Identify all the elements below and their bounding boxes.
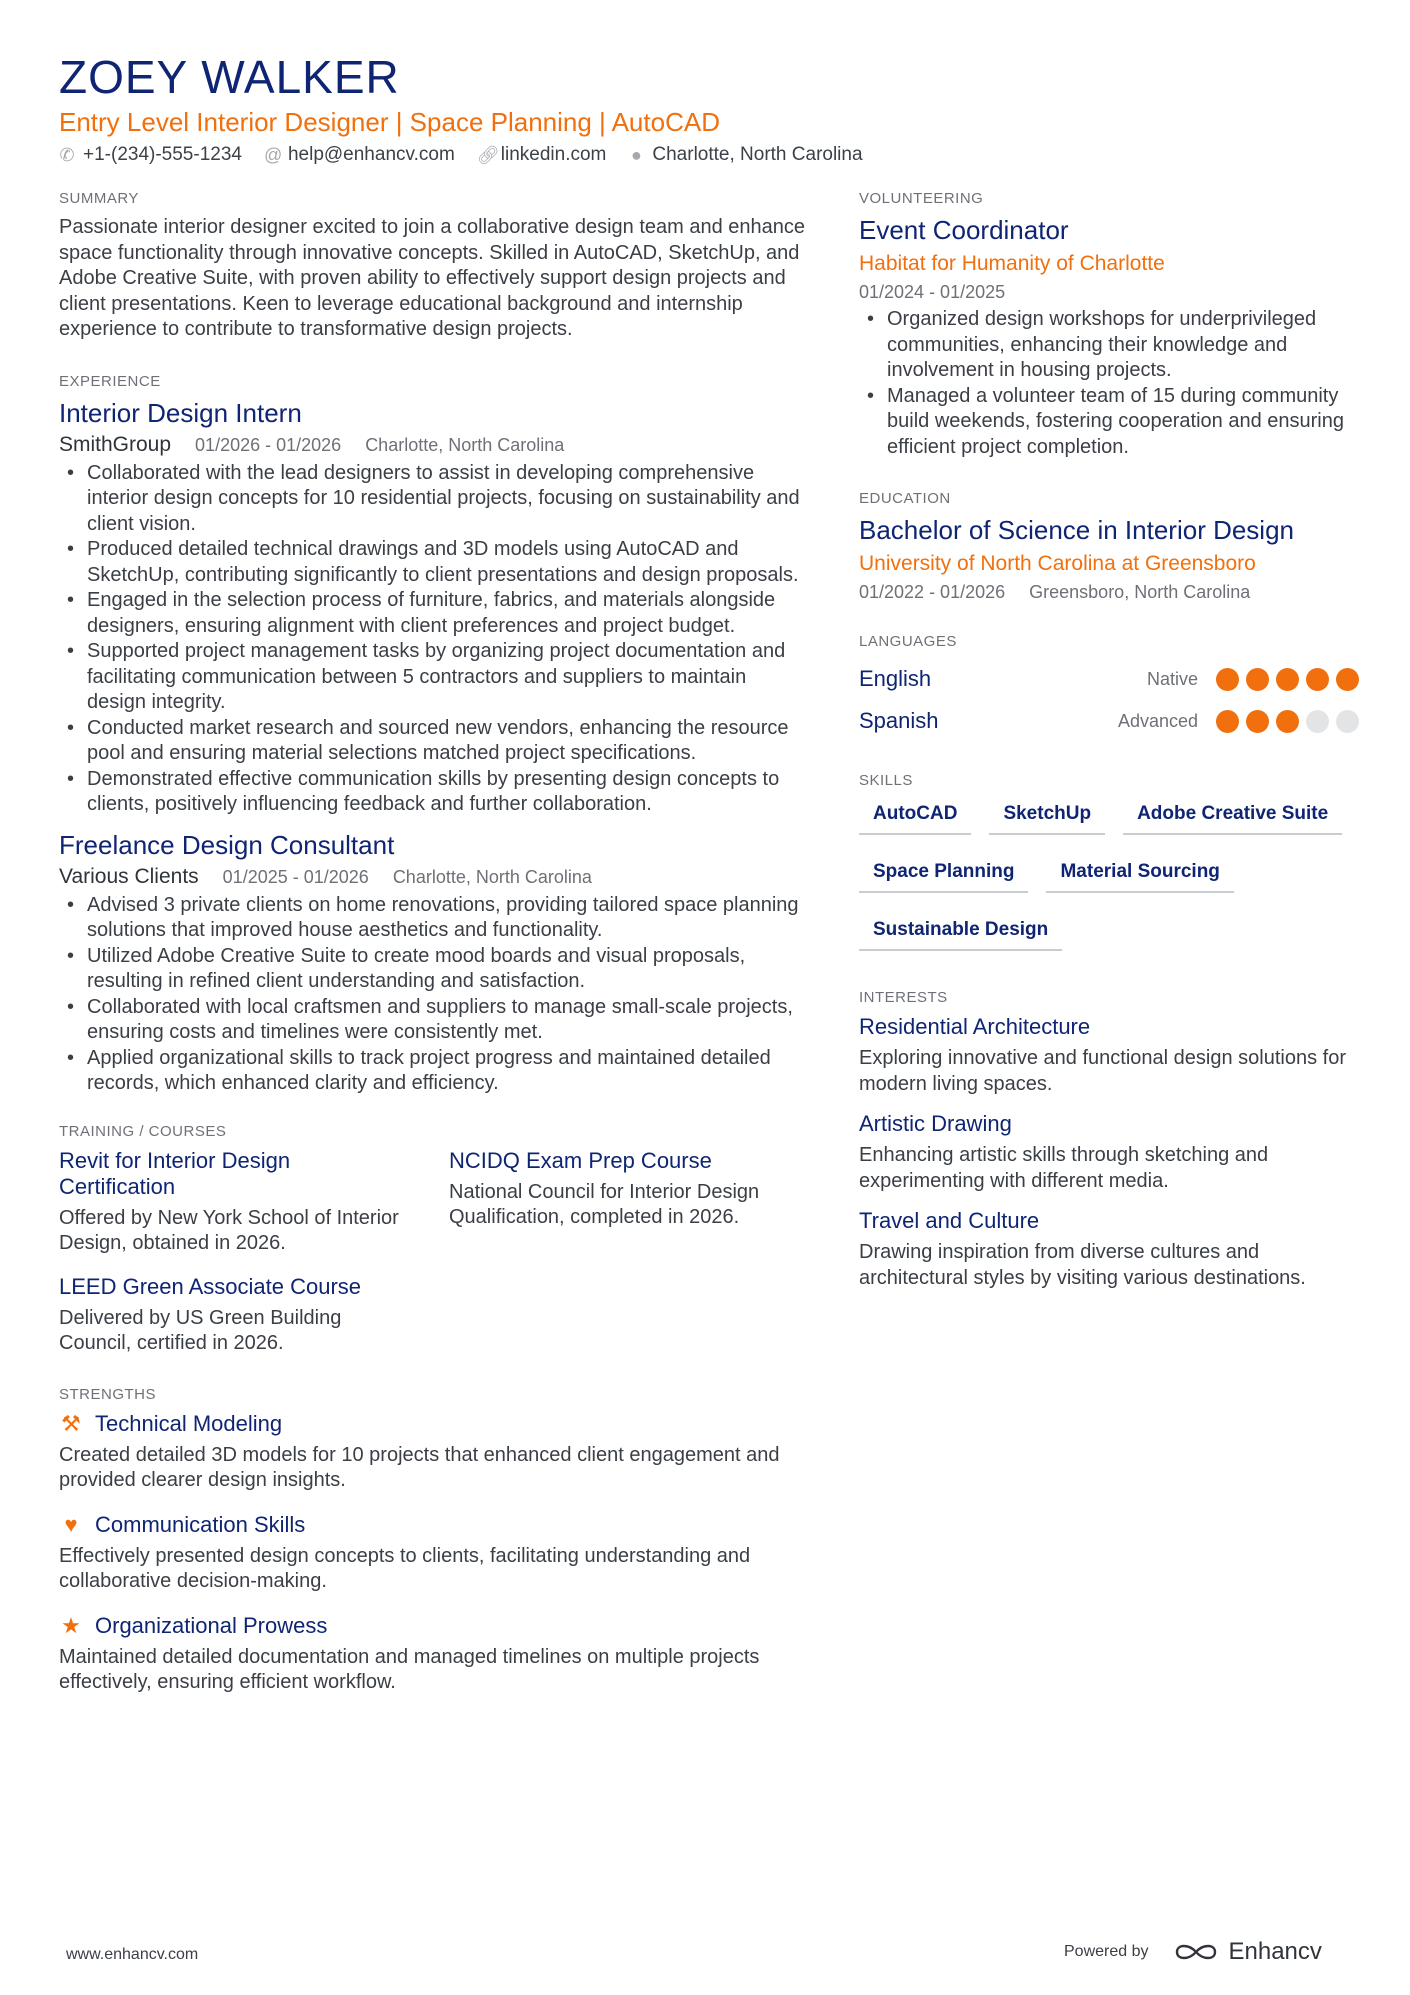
job-title: Interior Design Intern — [59, 397, 302, 428]
contact-email[interactable] — [264, 144, 455, 166]
heart-icon: ♥ — [64, 1511, 78, 1537]
bullet-item: • Organized design workshops for underprivileged communities, enhancing their knowledge and involvement in housing projects. — [859, 307, 1359, 384]
footer-branding[interactable] — [1064, 1938, 1322, 1966]
bullet-item: • Produced detailed technical drawings and 3D models using AutoCAD and SketchUp, contributing significantly to client presentations and design proposals. — [59, 537, 807, 588]
bullet-item: • Advised 3 private clients on home renovations, providing tailored space planning solutions that improved house aesthetics and functionality. — [59, 893, 807, 944]
interest-title: Artistic Drawing — [859, 1111, 1012, 1136]
experience-section — [59, 373, 807, 1097]
star-icon: ★ — [61, 1612, 81, 1638]
language-level: Advanced — [1117, 710, 1198, 731]
bullet-item: • Applied organizational skills to track project progress and maintained detailed records, which enhanced clarity and efficiency. — [59, 1046, 807, 1097]
skills-section — [859, 772, 1359, 951]
job-location: Charlotte, North Carolina — [392, 866, 592, 887]
education-dates: 01/2022 - 01/2026 — [859, 582, 1006, 602]
bullet-item: • Conducted market research and sourced new vendors, enhancing the resource pool and ensuring material selections matched project specifications. — [59, 716, 807, 767]
volunteer-org: Habitat for Humanity of Charlotte — [859, 252, 1165, 275]
job-dates: 01/2025 - 01/2026 — [222, 866, 369, 887]
job-title: Freelance Design Consultant — [59, 829, 395, 860]
course-item — [449, 1148, 801, 1256]
training-grid — [59, 1148, 807, 1356]
rating-dots — [1216, 668, 1359, 691]
enhancv-logo-icon — [1173, 1940, 1219, 1964]
rating-dot-filled — [1276, 710, 1299, 733]
summary-section — [59, 190, 807, 343]
job-entry — [59, 830, 807, 1097]
course-title: Revit for Interior Design Certification — [59, 1147, 291, 1199]
education-meta — [859, 582, 1359, 603]
powered-by-text: Powered by — [1064, 1943, 1149, 1960]
interest-item — [859, 1111, 1359, 1194]
job-meta — [59, 865, 807, 889]
school: University of North Carolina at Greensboro — [859, 552, 1256, 575]
summary-text: Passionate interior designer excited to join a collaborative design team and enhance space functionality through innovative concepts. Skilled in AutoCAD, SketchUp, and Adobe Creative Suite, with proven ability to effectively support design projects and client presentations. Keen to leverage educational background and internship experience to contribute to transformative design projects. — [59, 216, 806, 340]
job-dates: 01/2026 - 01/2026 — [195, 434, 342, 455]
strength-title: Technical Modeling — [95, 1410, 283, 1436]
email-text: help@enhancv.com — [287, 144, 455, 165]
strength-item — [59, 1411, 807, 1494]
company-name: SmithGroup — [59, 432, 172, 456]
volunteer-dates: 01/2024 - 01/2025 — [859, 282, 1006, 302]
skill-tag: Sustainable Design — [859, 913, 1062, 951]
languages-section — [859, 633, 1359, 742]
job-bullets — [59, 461, 807, 818]
language-row — [859, 658, 1359, 700]
course-title: NCIDQ Exam Prep Course — [449, 1147, 712, 1173]
bullet-item: • Managed a volunteer team of 15 during community build weekends, fostering cooperation and ensuring efficient project completion. — [859, 384, 1359, 461]
course-item — [59, 1274, 411, 1356]
language-level: Native — [1146, 668, 1198, 689]
contact-location — [628, 144, 862, 166]
interest-desc: Drawing inspiration from diverse cultures and architectural styles by visiting various destinations. — [859, 1241, 1306, 1289]
course-item — [59, 1148, 411, 1256]
education-section — [859, 490, 1359, 603]
job-bullets — [59, 893, 807, 1097]
language-name: Spanish — [859, 708, 939, 733]
volunteering-section — [859, 190, 1359, 460]
strength-desc: Effectively presented design concepts to clients, facilitating understanding and collaborative decision-making. — [59, 1544, 751, 1592]
location-text: Charlotte, North Carolina — [652, 144, 863, 165]
strength-head — [59, 1613, 807, 1639]
headline: Entry Level Interior Designer | Space Planning | AutoCAD — [59, 107, 720, 137]
strength-head — [59, 1512, 807, 1538]
job-entry — [59, 398, 807, 818]
section-title: EXPERIENCE — [59, 372, 161, 390]
training-section — [59, 1123, 807, 1356]
course-desc: National Council for Interior Design Qualification, completed in 2026. — [449, 1180, 760, 1228]
rating-dot-filled — [1246, 710, 1269, 733]
section-title: INTERESTS — [859, 989, 948, 1006]
bullet-item: • Utilized Adobe Creative Suite to create mood boards and visual proposals, resulting in refined client understanding and satisfaction. — [59, 944, 807, 995]
contact-bar — [59, 144, 863, 166]
skill-tag: Material Sourcing — [1046, 855, 1233, 893]
phone-icon: ✆ — [59, 144, 75, 165]
strength-item — [59, 1512, 807, 1595]
job-meta — [59, 433, 807, 457]
section-title: STRENGTHS — [59, 1385, 157, 1403]
rating-dot-empty — [1336, 710, 1359, 733]
interests-section — [859, 989, 1359, 1291]
bullet-item: • Supported project management tasks by organizing project documentation and facilitating communication between 5 contractors and suppliers to maintain design integrity. — [59, 639, 807, 716]
contact-linkedin[interactable] — [477, 144, 607, 166]
strength-desc: Created detailed 3D models for 10 projects that enhanced client engagement and provided clearer design insights. — [59, 1443, 780, 1491]
rating-dot-filled — [1276, 668, 1299, 691]
strength-title: Communication Skills — [95, 1511, 306, 1537]
contact-phone[interactable] — [59, 144, 242, 166]
brand — [1173, 1938, 1322, 1966]
rating-dots — [1216, 710, 1359, 733]
interest-item — [859, 1208, 1359, 1291]
linkedin-text: linkedin.com — [500, 144, 607, 165]
strengths-section — [59, 1386, 807, 1696]
section-title: SUMMARY — [59, 190, 139, 207]
strength-head — [59, 1411, 807, 1437]
candidate-name: ZOEY WALKER — [59, 51, 400, 103]
tools-icon: ⚒ — [61, 1410, 81, 1436]
degree: Bachelor of Science in Interior Design — [859, 515, 1295, 545]
job-location: Charlotte, North Carolina — [365, 434, 565, 455]
location-pin-icon: ● — [630, 144, 642, 165]
skill-tag: Space Planning — [859, 855, 1028, 893]
interest-title: Residential Architecture — [859, 1014, 1091, 1039]
left-column — [59, 190, 807, 1726]
interest-desc: Enhancing artistic skills through sketching and experimenting with different media. — [859, 1144, 1269, 1192]
rating-dot-filled — [1306, 668, 1329, 691]
section-title: TRAINING / COURSES — [59, 1122, 227, 1140]
strength-desc: Maintained detailed documentation and managed timelines on multiple projects effectively, ensuring efficient workflow. — [59, 1645, 760, 1693]
footer-website-link[interactable]: www.enhancv.com — [66, 1946, 199, 1963]
right-column — [859, 190, 1359, 1321]
rating-dot-empty — [1306, 710, 1329, 733]
interest-title: Travel and Culture — [859, 1208, 1040, 1233]
bullet-item: • Collaborated with local craftsmen and suppliers to manage small-scale projects, ensuring costs and timelines were consistently met. — [59, 995, 807, 1046]
skills-list — [859, 797, 1359, 951]
at-icon: @ — [263, 144, 283, 165]
company-name: Various Clients — [59, 864, 199, 888]
course-desc: Offered by New York School of Interior Design, obtained in 2026. — [59, 1206, 399, 1254]
volunteer-role: Event Coordinator — [859, 215, 1069, 245]
link-icon: 🔗︎ — [476, 144, 500, 165]
section-title: SKILLS — [859, 772, 913, 789]
brand-name: Enhancv — [1228, 1938, 1322, 1965]
skill-tag: AutoCAD — [859, 797, 971, 835]
section-title: EDUCATION — [859, 490, 951, 507]
course-title: LEED Green Associate Course — [59, 1273, 362, 1299]
phone-text: +1-(234)-555-1234 — [83, 144, 242, 165]
volunteer-bullets — [859, 307, 1359, 460]
language-row — [859, 700, 1359, 742]
bullet-item: • Engaged in the selection process of furniture, fabrics, and materials alongside designers, ensuring alignment with client preferences and project budget. — [59, 588, 807, 639]
rating-dot-filled — [1246, 668, 1269, 691]
interest-item — [859, 1014, 1359, 1097]
language-name: English — [859, 666, 932, 691]
strength-title: Organizational Prowess — [95, 1612, 328, 1638]
rating-dot-filled — [1216, 710, 1239, 733]
strength-item — [59, 1613, 807, 1696]
bullet-item: • Collaborated with the lead designers to assist in developing comprehensive interior design concepts for 10 residential projects, focusing on sustainability and client vision. — [59, 461, 807, 538]
section-title: VOLUNTEERING — [859, 190, 984, 207]
rating-dot-filled — [1336, 668, 1359, 691]
course-desc: Delivered by US Green Building Council, certified in 2026. — [59, 1306, 342, 1354]
education-location: Greensboro, North Carolina — [1029, 582, 1251, 602]
skill-tag: SketchUp — [989, 797, 1105, 835]
interest-desc: Exploring innovative and functional design solutions for modern living spaces. — [859, 1047, 1346, 1095]
bullet-item: • Demonstrated effective communication skills by presenting design concepts to clients, positively influencing feedback and further collaboration. — [59, 767, 807, 818]
skill-tag: Adobe Creative Suite — [1123, 797, 1342, 835]
rating-dot-filled — [1216, 668, 1239, 691]
section-title: LANGUAGES — [859, 633, 957, 650]
